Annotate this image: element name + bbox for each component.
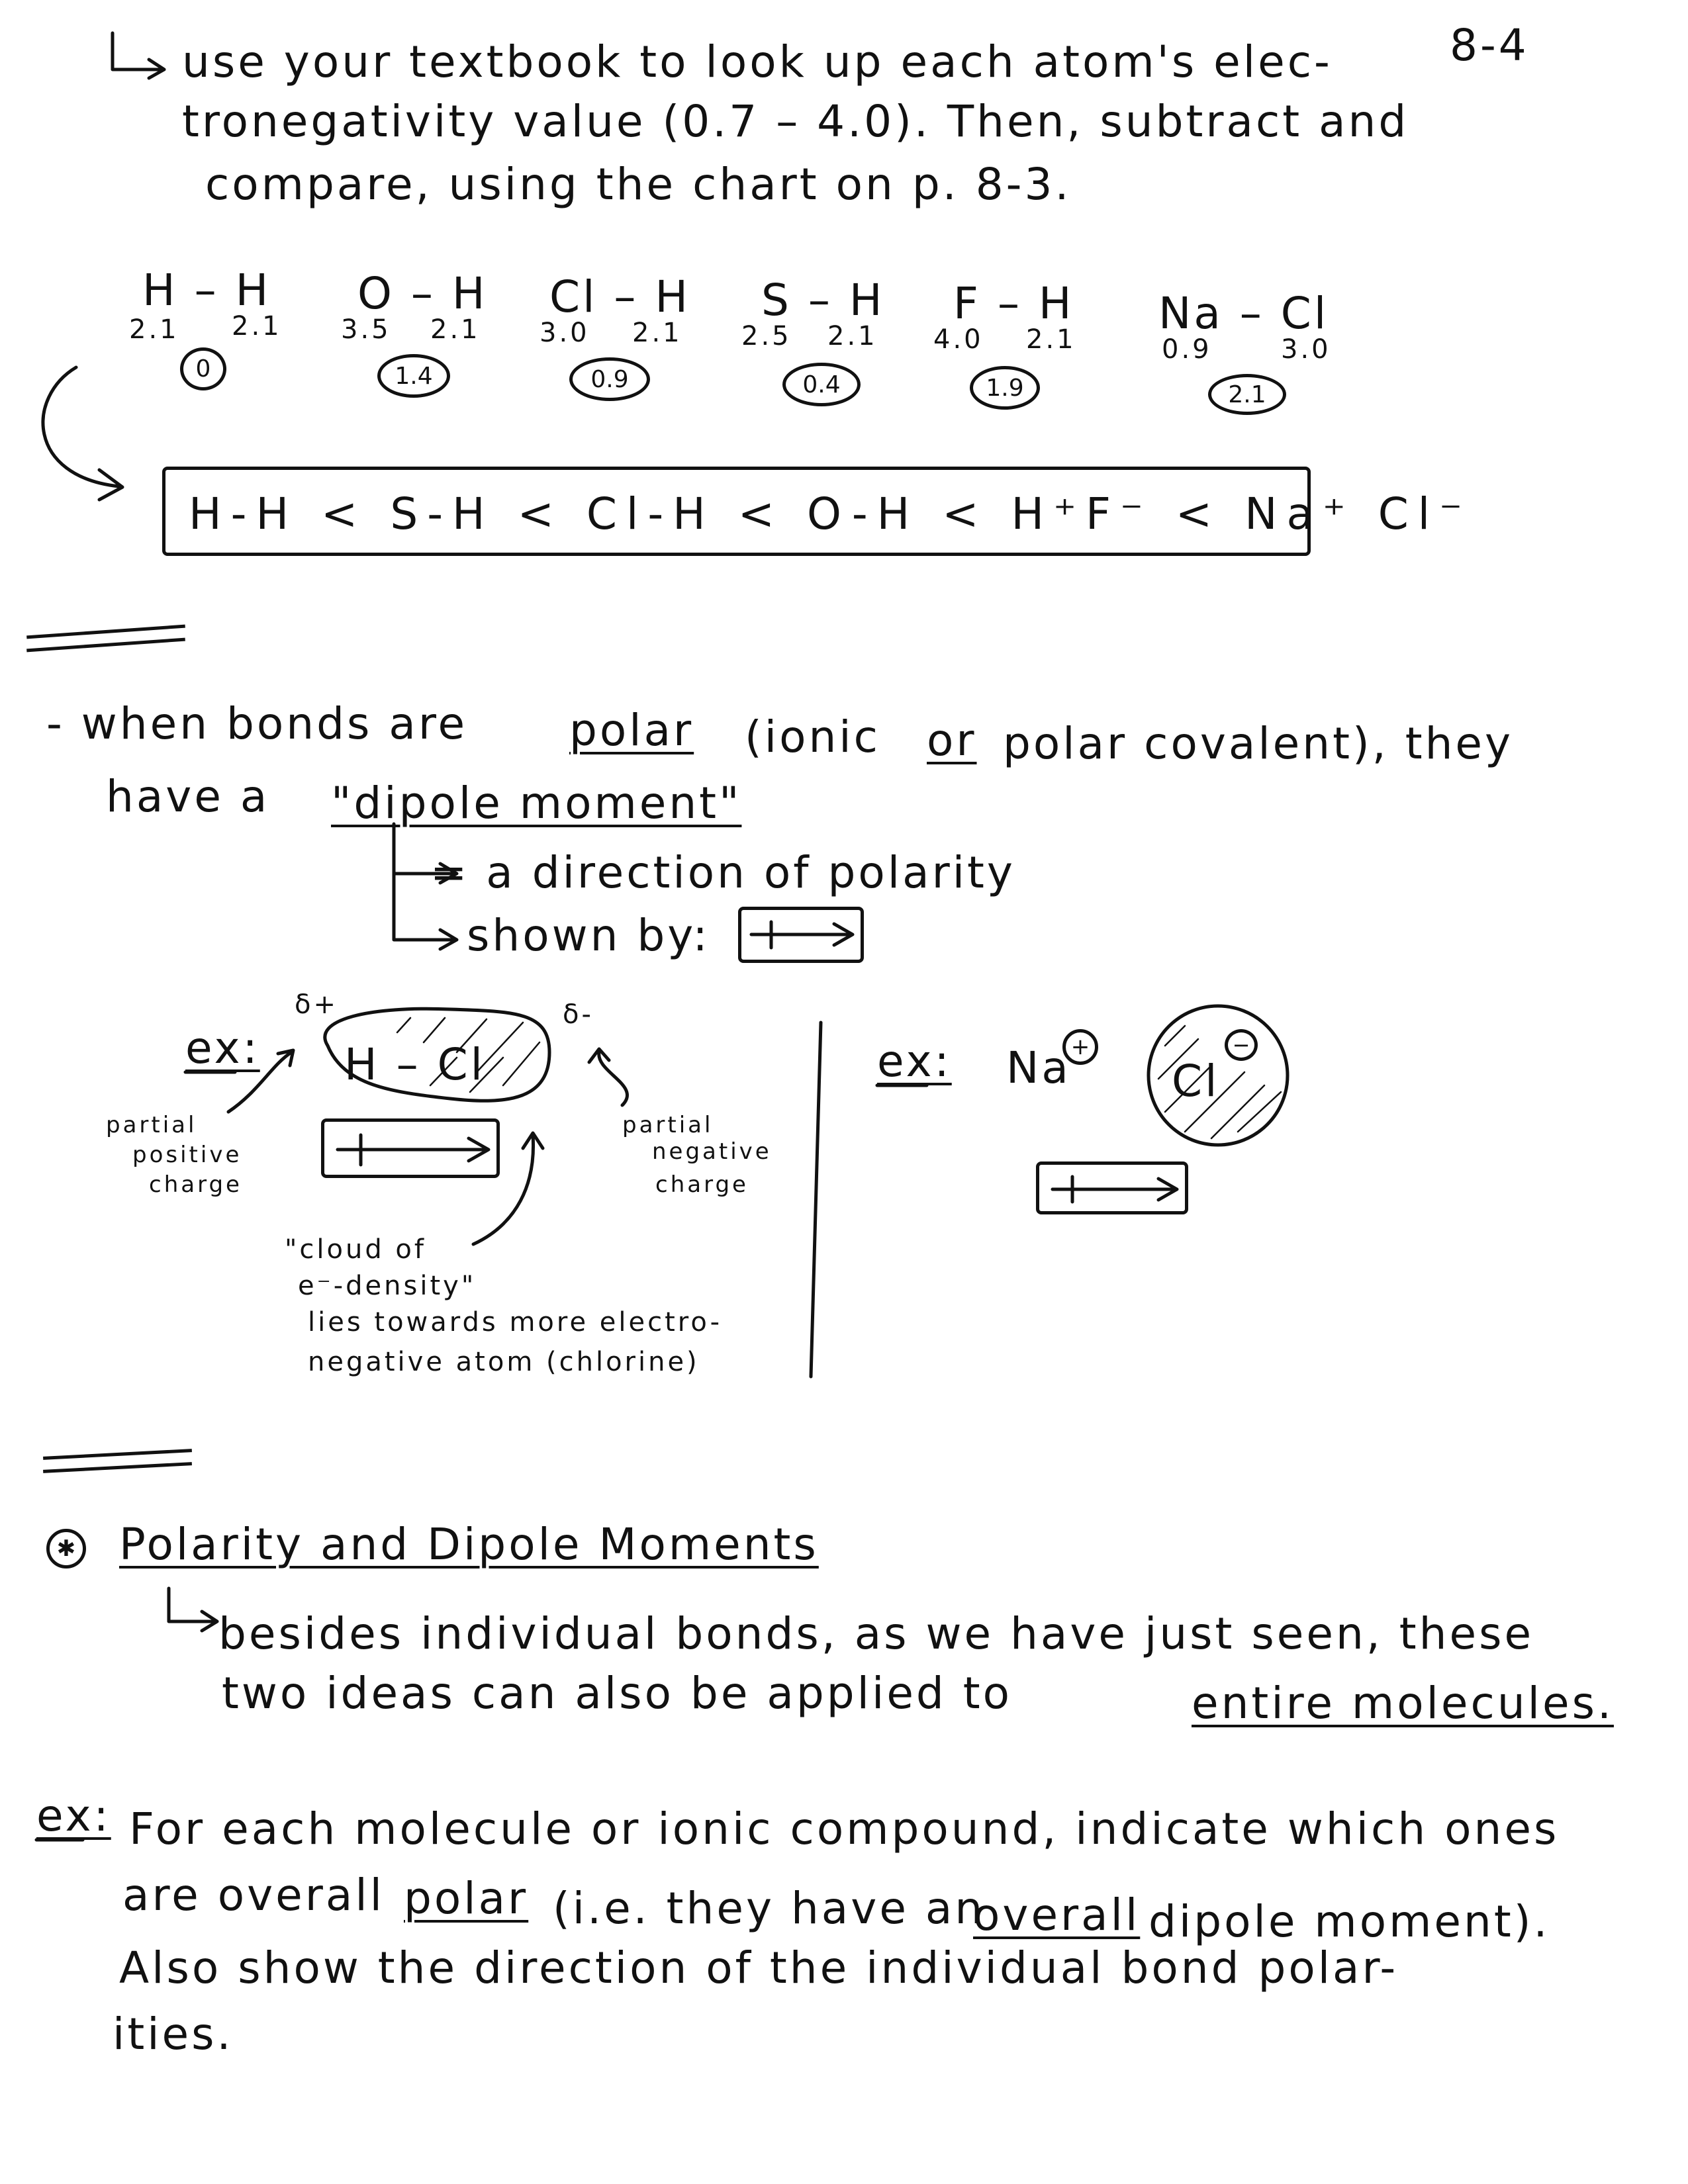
electron-cloud-icon xyxy=(325,1009,549,1101)
bond-en1: 3.5 xyxy=(341,314,391,345)
bond-label: O – H xyxy=(357,268,488,319)
ex-label: ex: xyxy=(877,1036,952,1087)
neg-label-3: charge xyxy=(655,1171,749,1198)
bond-label: Na – Cl xyxy=(1158,288,1329,339)
hook-arrow-icon xyxy=(113,33,164,78)
exercise-line-4: ities. xyxy=(113,2009,234,2060)
dipole-line-2a: have a xyxy=(106,771,270,822)
bond-diff: 2.1 xyxy=(1228,381,1266,408)
dipole-arrow-icon xyxy=(751,922,853,948)
bond-diff: 0 xyxy=(195,355,211,383)
intro-line-3: compare, using the chart on p. 8-3. xyxy=(205,159,1072,210)
pointer-arrow-icon xyxy=(589,1049,628,1105)
dipole-line-1b: (ionic xyxy=(745,711,880,762)
ion-hatching xyxy=(1158,1026,1281,1138)
star-icon: ✱ xyxy=(56,1535,76,1562)
bond-en1: 3.0 xyxy=(539,318,590,348)
cloud-hatching xyxy=(397,1018,539,1092)
dipole-line-1c: polar covalent), they xyxy=(1003,718,1514,769)
page-number: 8-4 xyxy=(1450,20,1529,71)
exercise-overall: overall xyxy=(973,1889,1141,1940)
section-line-1: besides individual bonds, as we have just seen, these xyxy=(218,1608,1534,1659)
section-title: Polarity and Dipole Moments xyxy=(119,1519,819,1570)
bond-en2: 2.1 xyxy=(232,311,282,341)
dipole-def: = a direction of polarity xyxy=(430,847,1015,898)
bond-label: Cl – H xyxy=(549,271,691,322)
cloud-label-4: negative atom (chlorine) xyxy=(308,1347,700,1377)
bond-diff: 1.4 xyxy=(395,362,433,390)
ex-underline xyxy=(36,1072,927,1840)
hook-arrow-icon xyxy=(394,824,457,949)
dipole-polar: polar xyxy=(569,705,694,756)
bond-en2: 2.1 xyxy=(827,321,878,351)
exercise-polar: polar xyxy=(404,1873,529,1924)
exercise-line-3: Also show the direction of the individual bond polar- xyxy=(119,1942,1399,1993)
dipole-or: or xyxy=(927,715,977,766)
hook-arrow-icon xyxy=(169,1588,217,1631)
vertical-divider xyxy=(811,1023,821,1377)
bond-en2: 2.1 xyxy=(632,318,682,348)
exercise-line-2c: dipole moment). xyxy=(1149,1896,1550,1947)
dipole-line-1a: - when bonds are xyxy=(46,698,468,749)
ex-label: ex: xyxy=(185,1023,260,1073)
cl-symbol: Cl xyxy=(1172,1056,1220,1107)
neg-label-2: negative xyxy=(652,1138,772,1165)
na-charge: + xyxy=(1062,1029,1098,1065)
hook-arrow-icon xyxy=(394,864,457,883)
bond-label: F – H xyxy=(953,278,1074,329)
intro-line-1: use your textbook to look up each atom's elec- xyxy=(182,36,1333,87)
exercise-line-2a: are overall xyxy=(122,1870,385,1921)
cloud-label-3: lies towards more electro- xyxy=(308,1307,723,1338)
bond-diff: 1.9 xyxy=(986,374,1024,402)
bond-en1: 2.1 xyxy=(129,314,179,345)
exercise-line-2b: (i.e. they have an xyxy=(553,1883,986,1934)
bond-en1: 2.5 xyxy=(741,321,792,351)
intro-line-2: tronegativity value (0.7 – 4.0). Then, subtract and xyxy=(182,96,1409,147)
bond-en1: 0.9 xyxy=(1162,334,1212,365)
pos-label-1: partial xyxy=(106,1112,197,1138)
exercise-line-1: For each molecule or ionic compound, indicate which ones xyxy=(129,1803,1560,1854)
bond-diff: 0.4 xyxy=(802,371,841,398)
bond-en1: 4.0 xyxy=(933,324,984,355)
section-line-2b: entire molecules. xyxy=(1192,1678,1614,1729)
section-line-2a: two ideas can also be applied to xyxy=(222,1668,1013,1719)
cl-charge: − xyxy=(1225,1029,1258,1061)
dipole-arrow-icon xyxy=(338,1135,489,1165)
delta-minus: δ- xyxy=(563,999,594,1030)
bond-en2: 2.1 xyxy=(1026,324,1076,355)
dipole-shown: shown by: xyxy=(467,910,710,961)
bond-diff: 0.9 xyxy=(590,365,629,393)
cloud-label-2: e⁻-density" xyxy=(298,1271,477,1301)
bond-label: H – H xyxy=(142,265,271,316)
na-symbol: Na xyxy=(1006,1042,1071,1093)
bond-label: S – H xyxy=(761,275,885,326)
delta-plus: δ+ xyxy=(295,989,338,1020)
bond-en2: 3.0 xyxy=(1281,334,1331,365)
hcl-molecule: H – Cl xyxy=(344,1039,486,1090)
bond-en2: 2.1 xyxy=(430,314,481,345)
pos-label-2: positive xyxy=(132,1142,242,1168)
curved-arrow-icon xyxy=(43,367,122,500)
cloud-label-1: "cloud of xyxy=(285,1234,426,1265)
ex-label: ex: xyxy=(36,1790,111,1841)
pos-label-3: charge xyxy=(149,1171,242,1198)
dipole-arrow-icon xyxy=(1053,1177,1177,1202)
neg-label-1: partial xyxy=(622,1112,714,1138)
ion-cloud-icon xyxy=(1149,1006,1288,1145)
ordering-text: H-H < S-H < Cl-H < O-H < H⁺F⁻ < Na⁺ Cl⁻ xyxy=(189,488,1472,539)
dipole-term: "dipole moment" xyxy=(331,778,742,829)
pointer-arrow-icon xyxy=(228,1050,293,1112)
